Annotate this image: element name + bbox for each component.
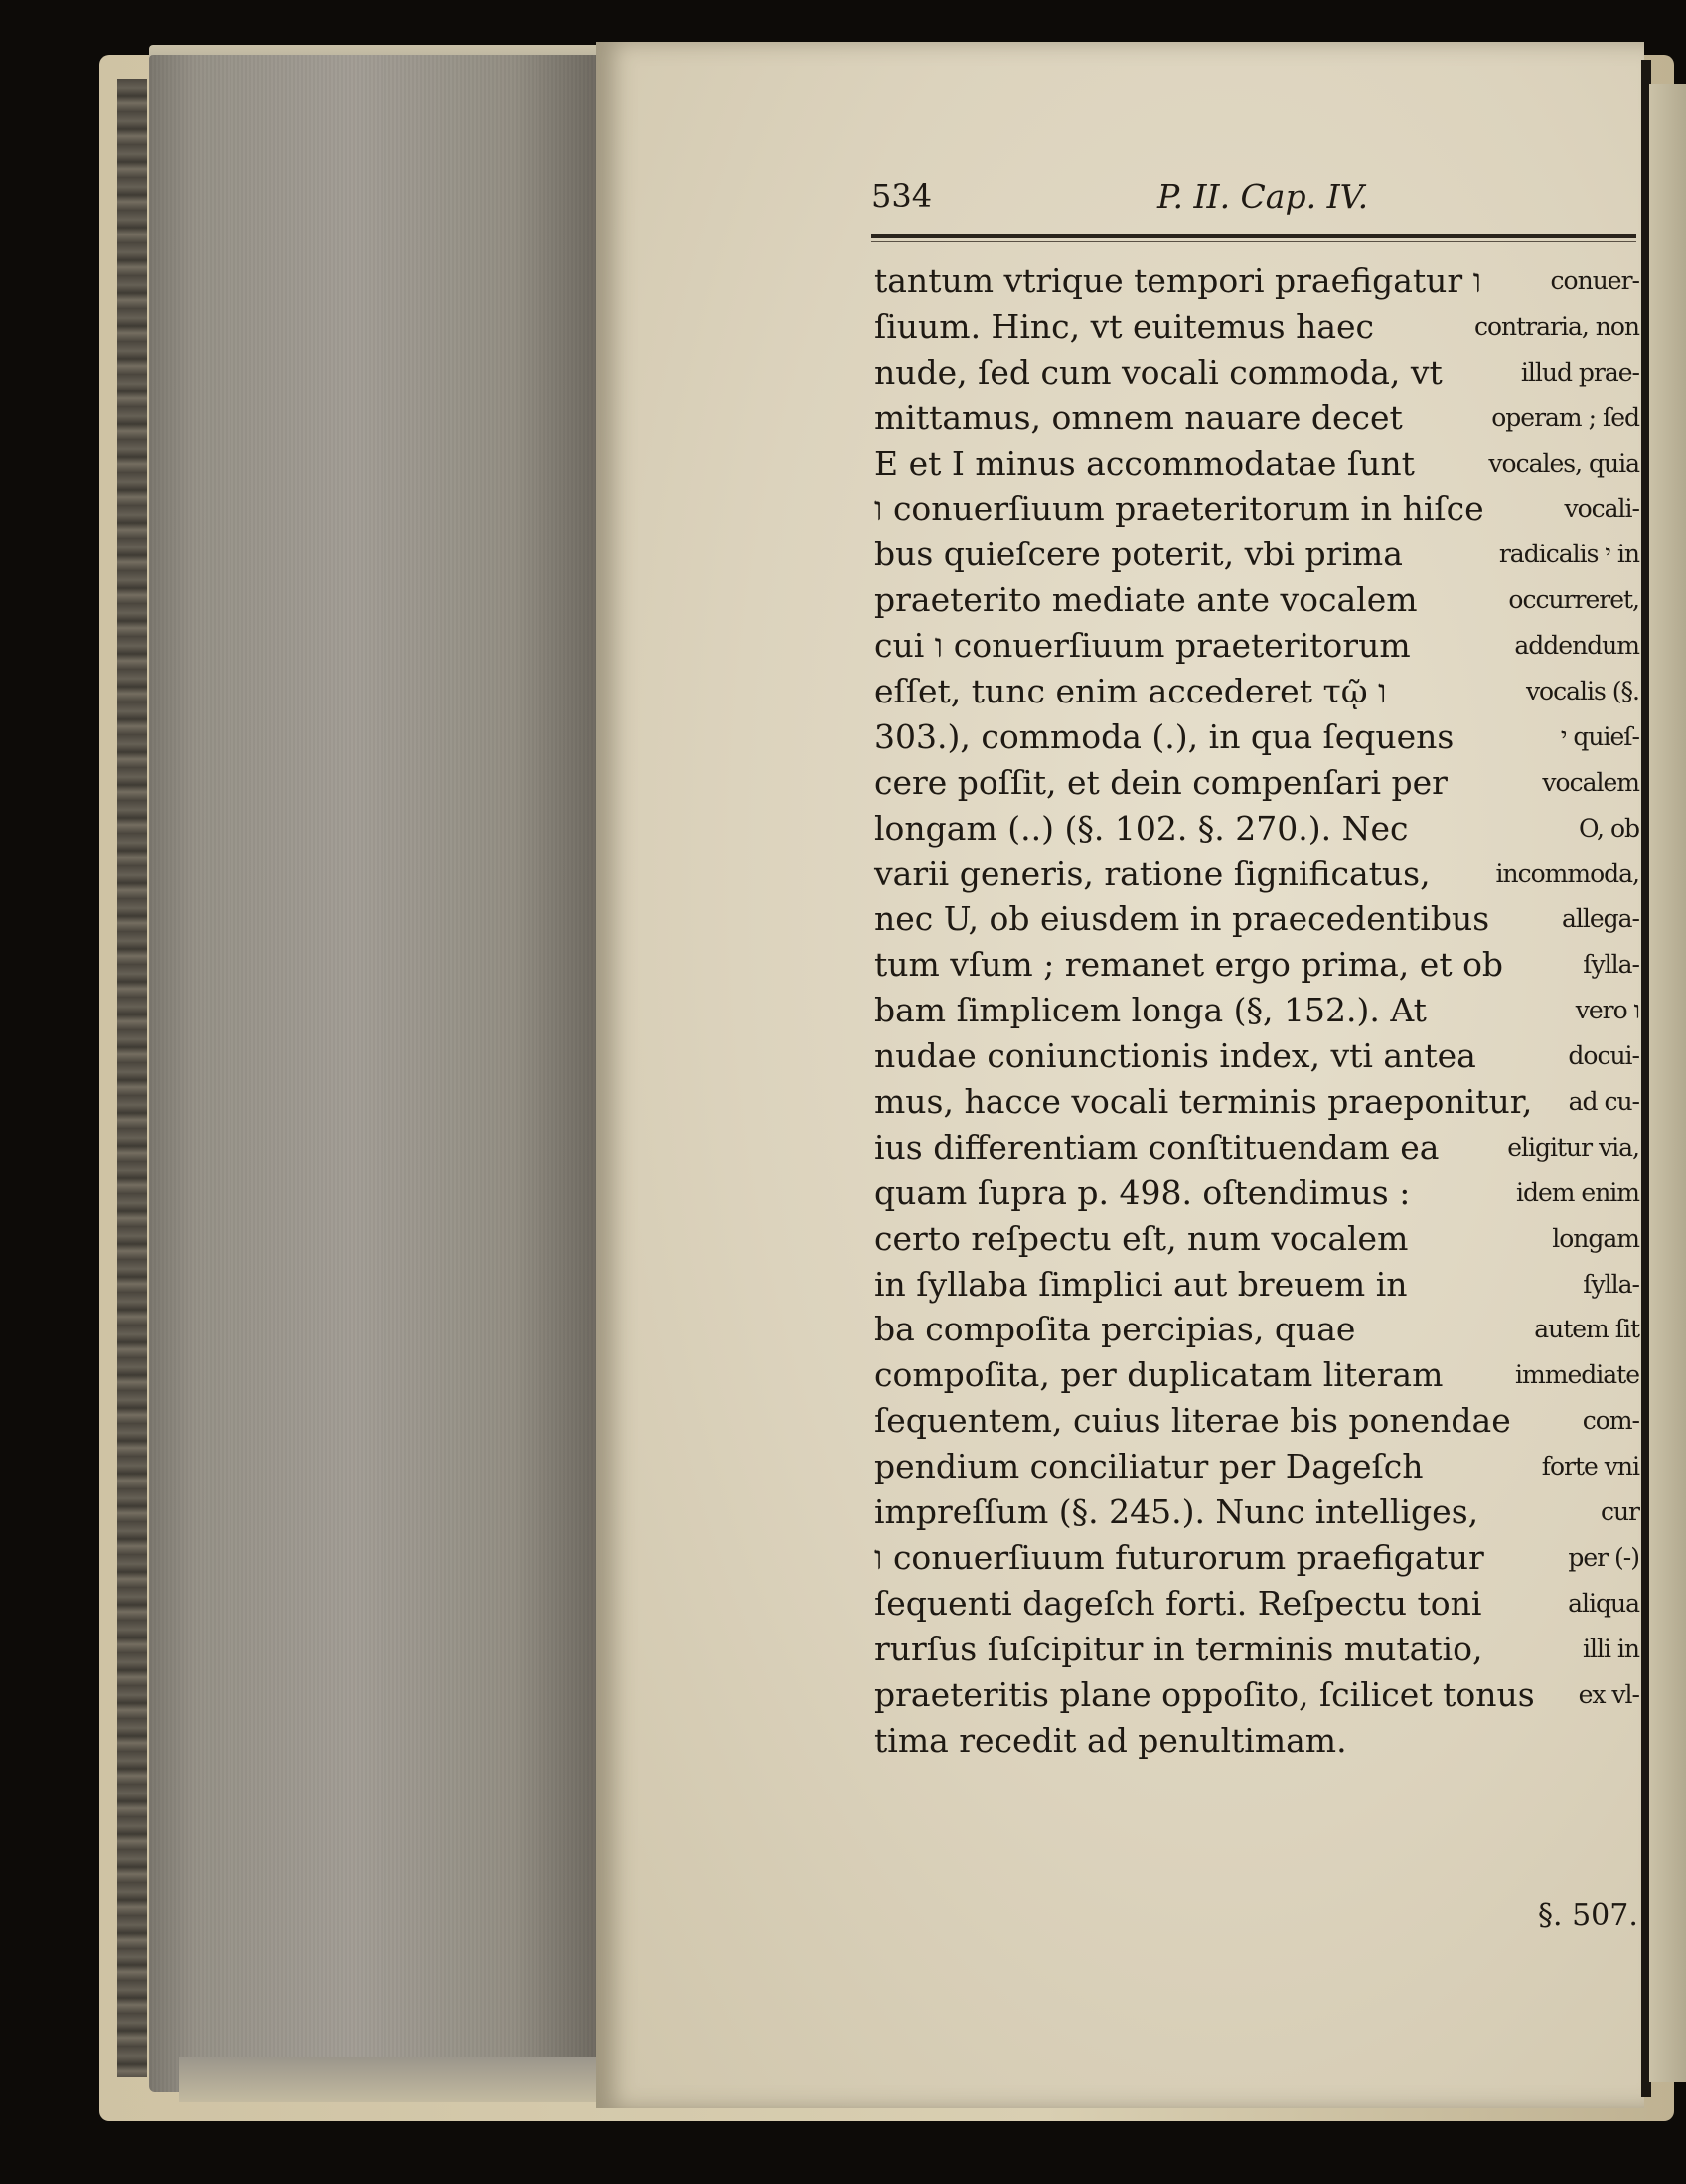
line-main-text: praeteritis plane oppoſito, ſcilicet tonus (874, 1674, 1535, 1714)
line-tail-text: ſylla- (1583, 1269, 1639, 1299)
line-tail-text: vocalem (1542, 767, 1639, 797)
line-main-text: nude, ſed cum vocali commoda, vt (874, 352, 1443, 391)
header-rule-thin (871, 241, 1636, 242)
line-main-text: bus quieſcere poterit, vbi prima (874, 535, 1403, 574)
page-header (871, 177, 1636, 229)
line-tail-text: י quieſ- (1560, 721, 1639, 751)
line-tail-text: illi in (1582, 1634, 1639, 1663)
line-main-text: pendium conciliatur per Dageſch (874, 1447, 1424, 1486)
line-tail-text: addendum (1514, 631, 1639, 661)
line-tail-text: com- (1582, 1406, 1639, 1436)
line-tail-text: ſylla- (1583, 950, 1639, 980)
line-tail-text: contraria, non (1473, 311, 1639, 341)
text-line (874, 714, 1639, 760)
header-rule (871, 234, 1636, 238)
line-tail-text: aliqua (1568, 1588, 1639, 1618)
line-tail-text: conuer- (1550, 266, 1639, 295)
text-line (874, 1307, 1639, 1352)
text-line (874, 669, 1639, 714)
line-tail-text: vocales, quia (1488, 448, 1639, 478)
line-main-text: in ſyllaba ſimplici aut breuem in (874, 1264, 1408, 1304)
line-main-text: ו conuerſiuum praeteritorum in hiſce (874, 489, 1484, 529)
line-main-text: tum vſum ; remanet ergo prima, et ob (874, 945, 1504, 985)
text-line (874, 1033, 1639, 1079)
line-tail-text: ad cu- (1568, 1087, 1639, 1117)
line-main-text: cere poſſit, et dein compenſari per (874, 762, 1448, 802)
line-main-text: ſequenti dageſch forti. Reſpectu toni (874, 1583, 1482, 1623)
line-tail-text: illud prae- (1520, 357, 1639, 387)
text-line (874, 1079, 1639, 1125)
line-main-text: cui ו conuerſiuum praeteritorum (874, 626, 1411, 666)
text-line (874, 1125, 1639, 1170)
line-tail-text: per (-) (1568, 1542, 1639, 1572)
text-line (874, 1672, 1639, 1718)
line-main-text: tantum vtrique tempori praefigatur ו (874, 261, 1482, 300)
line-tail-text: ex vl- (1578, 1679, 1639, 1709)
line-tail-text: autem ſit (1534, 1315, 1639, 1344)
line-main-text: nec U, ob eiusdem in praecedentibus (874, 899, 1490, 939)
line-main-text: mittamus, omnem nauare decet (874, 397, 1403, 437)
text-line (874, 896, 1639, 942)
line-tail-text: allega- (1561, 904, 1639, 934)
text-line (874, 441, 1639, 487)
text-line (874, 486, 1639, 532)
line-main-text: 303.), commoda (.), in qua ſequens (874, 716, 1455, 756)
line-main-text: compoſita, per duplicatam literam (874, 1355, 1444, 1395)
line-tail-text: docui- (1568, 1041, 1639, 1071)
line-tail-text: radicalis י in (1498, 540, 1639, 569)
line-tail-text: idem enim (1515, 1177, 1639, 1207)
line-main-text: praeterito mediate ante vocalem (874, 580, 1418, 620)
line-main-text: certo reſpectu eſt, num vocalem (874, 1218, 1409, 1258)
text-line (874, 806, 1639, 852)
line-main-text: mus, hacce vocali terminis praeponitur, (874, 1082, 1533, 1122)
page-block-edge (149, 55, 604, 2092)
line-tail-text: vocali- (1564, 494, 1639, 524)
line-tail-text: eligitur via, (1507, 1132, 1639, 1162)
line-main-text: ſequentem, cuius literae bis ponendae (874, 1401, 1511, 1441)
text-line (874, 1718, 1639, 1764)
line-main-text: nudae coniunctionis index, vti antea (874, 1036, 1476, 1076)
text-line (874, 760, 1639, 806)
line-main-text: ו conuerſiuum futurorum praefigatur (874, 1537, 1484, 1577)
line-tail-text: immediate (1515, 1360, 1639, 1390)
line-tail-text: vocalis (§. (1525, 677, 1639, 706)
text-line (874, 1535, 1639, 1581)
page-block-bottom (179, 2057, 606, 2102)
text-line (874, 1444, 1639, 1489)
line-main-text: ius differentiam conſtituendam ea (874, 1127, 1440, 1167)
text-line (874, 1398, 1639, 1444)
text-line (874, 852, 1639, 897)
page-text (874, 258, 1639, 1763)
running-head: P. II. Cap. IV. (1157, 177, 1369, 216)
line-main-text: tima recedit ad penultimam. (874, 1720, 1347, 1760)
text-line (874, 1489, 1639, 1535)
text-line (874, 942, 1639, 988)
line-tail-text: occurreret, (1508, 585, 1639, 615)
marbled-board-edge (117, 79, 147, 2077)
text-line (874, 577, 1639, 623)
text-line (874, 304, 1639, 350)
text-line (874, 1262, 1639, 1308)
catchword: §. 507. (1538, 1898, 1638, 1933)
text-line (874, 623, 1639, 669)
line-tail-text: vero ו (1575, 996, 1639, 1025)
text-line (874, 532, 1639, 577)
line-main-text: E et I minus accommodatae ſunt (874, 443, 1415, 483)
line-tail-text: incommoda, (1495, 858, 1639, 888)
text-line (874, 988, 1639, 1033)
line-main-text: quam ſupra p. 498. oſtendimus : (874, 1172, 1411, 1212)
text-line (874, 258, 1639, 304)
text-line (874, 395, 1639, 441)
text-line (874, 1581, 1639, 1627)
text-line (874, 1627, 1639, 1672)
line-tail-text: O, ob (1579, 813, 1639, 843)
line-main-text: ſiuum. Hinc, vt euitemus haec (874, 306, 1375, 346)
line-main-text: bam ſimplicem longa (§, 152.). At (874, 991, 1427, 1030)
line-tail-text: longam (1552, 1223, 1639, 1253)
line-main-text: varii generis, ratione ſignificatus, (874, 854, 1431, 893)
line-tail-text: operam ; ſed (1491, 402, 1639, 432)
line-tail-text: cur (1600, 1497, 1639, 1527)
text-line (874, 1170, 1639, 1216)
line-main-text: eſſet, tunc enim accederet τῷ ו (874, 672, 1387, 711)
line-main-text: impreſſum (§. 245.). Nunc intelliges, (874, 1492, 1479, 1532)
page-number: 534 (871, 177, 933, 215)
text-line (874, 1216, 1639, 1262)
text-line (874, 350, 1639, 395)
facing-page-strip (1649, 84, 1686, 2082)
line-main-text: ba compoſita percipias, quae (874, 1310, 1356, 1349)
line-main-text: rurſus ſuſcipitur in terminis mutatio, (874, 1629, 1483, 1668)
line-main-text: longam (..) (§. 102. §. 270.). Nec (874, 808, 1409, 848)
text-line (874, 1352, 1639, 1398)
line-tail-text: forte vni (1541, 1452, 1639, 1482)
